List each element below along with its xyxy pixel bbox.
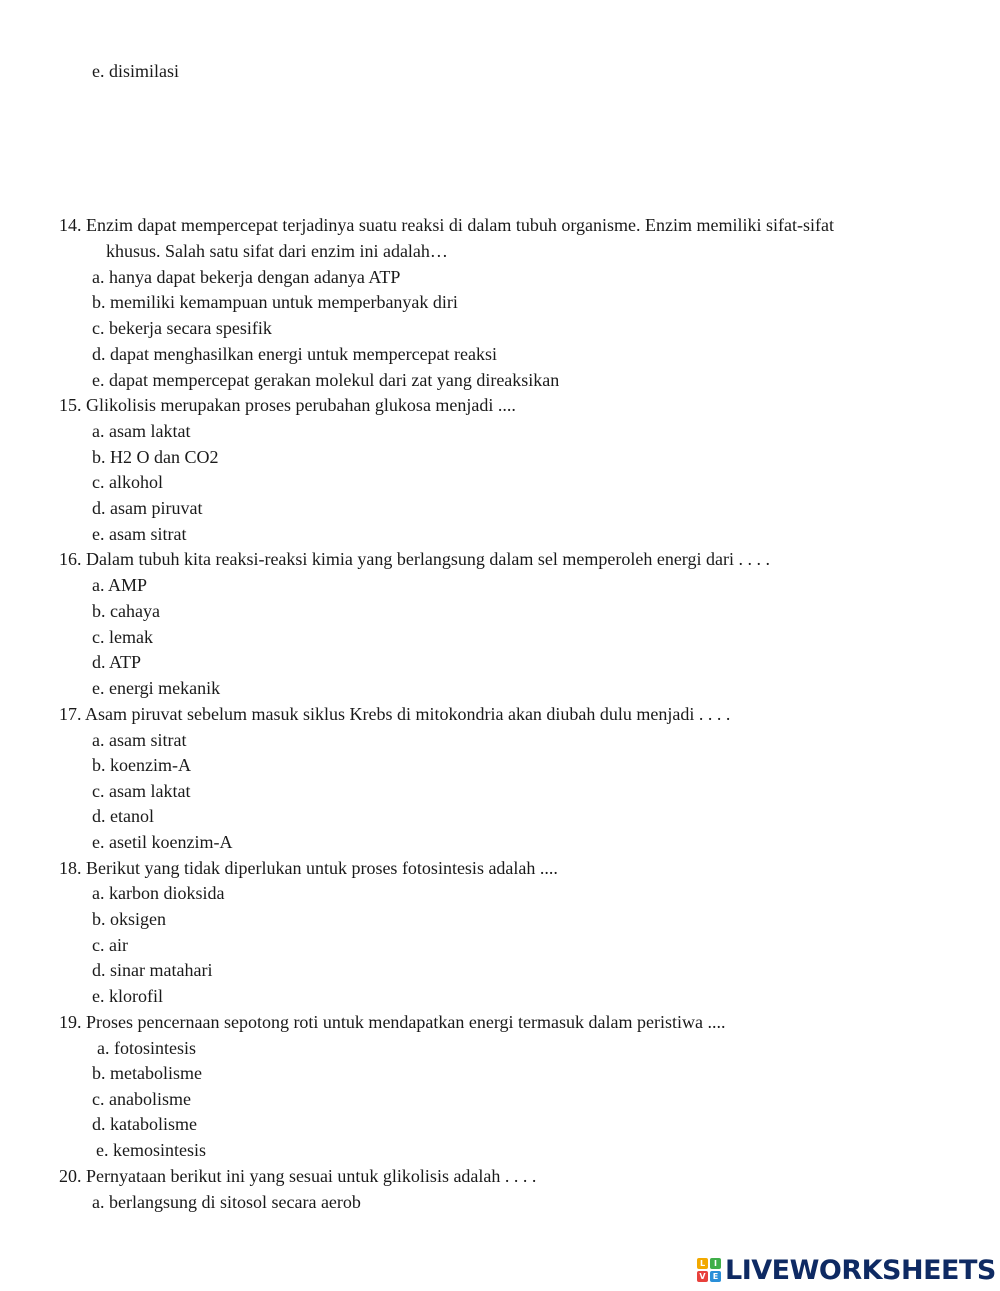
q16-option-b: b. cahaya	[92, 601, 160, 621]
q17-option-d: d. etanol	[92, 806, 154, 826]
q14-question-line2: khusus. Salah satu sifat dari enzim ini adalah…	[106, 241, 448, 261]
q14-option-b: b. memiliki kemampuan untuk memperbanyak diri	[92, 292, 458, 312]
q17-option-c: c. asam laktat	[92, 781, 191, 801]
q19-option-d: d. katabolisme	[92, 1114, 197, 1134]
q19-option-a: a. fotosintesis	[97, 1038, 196, 1058]
logo-tiles-icon	[697, 1258, 721, 1282]
q16-option-a: a. AMP	[92, 575, 148, 595]
q17-option-a: a. asam sitrat	[92, 730, 187, 750]
q18-option-c: c. air	[92, 935, 128, 955]
q14-question-line1: 14. Enzim dapat mempercepat terjadinya suatu reaksi di dalam tubuh organisme. Enzim memiliki sifat-sifat	[59, 215, 834, 235]
q14-option-a: a. hanya dapat bekerja dengan adanya ATP	[92, 267, 401, 287]
q16-option-d: d. ATP	[92, 652, 142, 672]
q15-option-a: a. asam laktat	[92, 421, 191, 441]
q18-option-e: e. klorofil	[92, 986, 163, 1006]
q16-question: 16. Dalam tubuh kita reaksi-reaksi kimia yang berlangsung dalam sel memperoleh energi dari . . . .	[59, 549, 770, 569]
q13-option-e: e. disimilasi	[92, 61, 179, 81]
logo-tile: I	[710, 1258, 721, 1269]
q18-option-a: a. karbon dioksida	[92, 883, 225, 903]
q16-option-c: c. lemak	[92, 627, 153, 647]
q14-option-e: e. dapat mempercepat gerakan molekul dari zat yang direaksikan	[92, 370, 560, 390]
q17-option-e: e. asetil koenzim-A	[92, 832, 233, 852]
q15-option-e: e. asam sitrat	[92, 524, 187, 544]
q15-option-c: c. alkohol	[92, 472, 163, 492]
logo-tile: E	[710, 1271, 721, 1282]
q18-option-d: d. sinar matahari	[92, 960, 213, 980]
q16-option-e: e. energi mekanik	[92, 678, 221, 698]
q19-option-b: b. metabolisme	[92, 1063, 202, 1083]
q14-option-d: d. dapat menghasilkan energi untuk mempercepat reaksi	[92, 344, 498, 364]
q15-question: 15. Glikolisis merupakan proses perubahan glukosa menjadi ....	[59, 395, 516, 415]
q17-question: 17. Asam piruvat sebelum masuk siklus Krebs di mitokondria akan diubah dulu menjadi . . . .	[59, 704, 731, 724]
q20-option-a: a. berlangsung di sitosol secara aerob	[92, 1192, 361, 1212]
q15-option-d: d. asam piruvat	[92, 498, 203, 518]
q19-option-e: e. kemosintesis	[96, 1140, 206, 1160]
q14-option-c: c. bekerja secara spesifik	[92, 318, 272, 338]
logo-text: LIVEWORKSHEETS	[725, 1254, 996, 1286]
logo-tile: V	[697, 1271, 708, 1282]
q15-option-b: b. H2 O dan CO2	[92, 447, 219, 467]
q19-option-c: c. anabolisme	[92, 1089, 191, 1109]
q18-option-b: b. oksigen	[92, 909, 166, 929]
q19-question: 19. Proses pencernaan sepotong roti untuk mendapatkan energi termasuk dalam peristiwa ....	[59, 1012, 726, 1032]
q17-option-b: b. koenzim-A	[92, 755, 191, 775]
logo-tile: L	[697, 1258, 708, 1269]
liveworksheets-logo[interactable]	[697, 1256, 996, 1284]
q18-question: 18. Berikut yang tidak diperlukan untuk proses fotosintesis adalah ....	[59, 858, 558, 878]
q20-question: 20. Pernyataan berikut ini yang sesuai untuk glikolisis adalah . . . .	[59, 1166, 537, 1186]
